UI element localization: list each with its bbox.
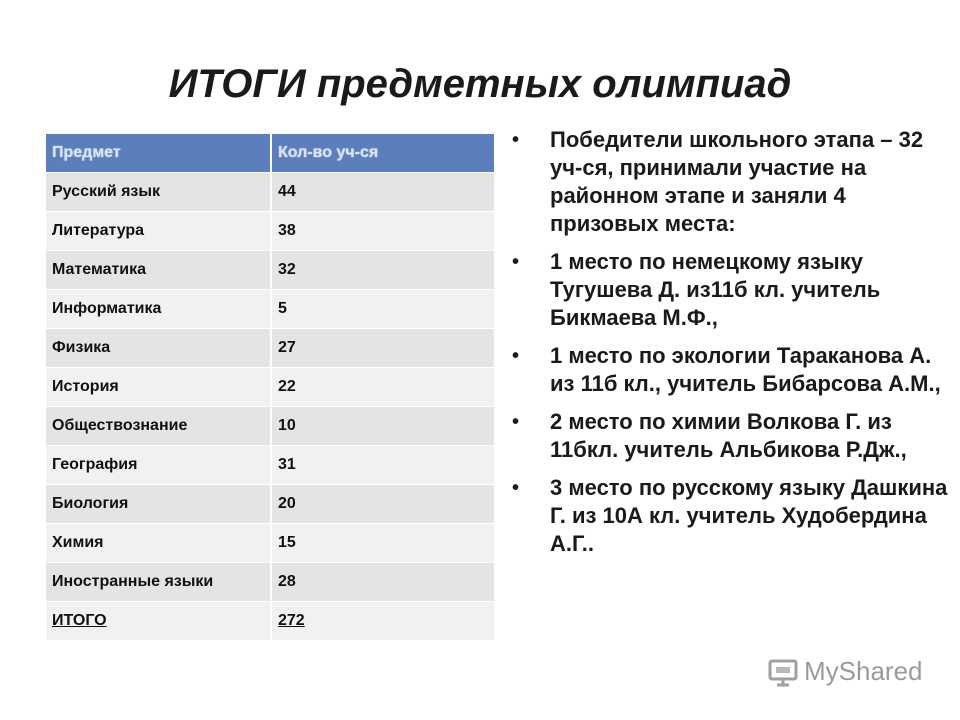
watermark-text: MyShared <box>804 656 923 686</box>
table-row <box>46 407 494 446</box>
subject-cell: Обществознание <box>46 407 271 446</box>
table-row <box>46 524 494 563</box>
myshared-watermark <box>768 656 923 687</box>
count-cell: 28 <box>271 563 494 602</box>
column-header-count: Кол-во уч-ся <box>271 134 494 173</box>
count-cell: 22 <box>271 368 494 407</box>
count-cell: 31 <box>271 446 494 485</box>
table-row <box>46 212 494 251</box>
table-header-row <box>46 134 494 173</box>
count-cell: 5 <box>271 290 494 329</box>
subject-cell: Химия <box>46 524 271 563</box>
subject-cell: Математика <box>46 251 271 290</box>
subject-cell: Физика <box>46 329 271 368</box>
results-bullet-list <box>510 126 950 568</box>
subject-cell: Литература <box>46 212 271 251</box>
bullet-icon: • <box>512 411 520 433</box>
count-cell: 20 <box>271 485 494 524</box>
table-row <box>46 446 494 485</box>
subject-cell: Русский язык <box>46 173 271 212</box>
bullet-text: 1 место по немецкому языку Тугушева Д. из11б кл. учитель Бикмаева М.Ф., <box>550 249 881 330</box>
bullet-text: 2 место по химии Волкова Г. из 11бкл. учитель Альбикова Р.Дж., <box>550 409 907 462</box>
subject-cell: Иностранные языки <box>46 563 271 602</box>
list-item <box>510 126 950 238</box>
subject-cell: История <box>46 368 271 407</box>
table-row <box>46 485 494 524</box>
bullet-text: Победители школьного этапа – 32 уч-ся, принимали участие на районном этапе и заняли 4 призовых места: <box>550 127 924 236</box>
subject-cell: География <box>46 446 271 485</box>
count-cell: 32 <box>271 251 494 290</box>
list-item <box>510 408 950 464</box>
table-row <box>46 329 494 368</box>
bullet-icon: • <box>512 129 520 151</box>
list-item <box>510 474 950 558</box>
table-total-row <box>46 602 494 641</box>
count-cell: 10 <box>271 407 494 446</box>
presentation-screen-icon <box>768 657 798 687</box>
table-row <box>46 563 494 602</box>
count-cell: 27 <box>271 329 494 368</box>
count-cell: 38 <box>271 212 494 251</box>
table-row <box>46 251 494 290</box>
bullet-text: 3 место по русскому языку Дашкина Г. из 10А кл. учитель Худобердина А.Г.. <box>550 475 948 556</box>
count-cell: 44 <box>271 173 494 212</box>
total-label-cell: ИТОГО <box>46 602 271 641</box>
list-item <box>510 248 950 332</box>
column-header-subject: Предмет <box>46 134 271 173</box>
table-row <box>46 173 494 212</box>
subject-cell: Биология <box>46 485 271 524</box>
table-row <box>46 290 494 329</box>
total-value-cell: 272 <box>271 602 494 641</box>
table-row <box>46 368 494 407</box>
count-cell: 15 <box>271 524 494 563</box>
olympiad-table <box>46 134 494 641</box>
subject-cell: Информатика <box>46 290 271 329</box>
bullet-icon: • <box>512 345 520 367</box>
bullet-icon: • <box>512 251 520 273</box>
list-item <box>510 342 950 398</box>
bullet-text: 1 место по экологии Тараканова А. из 11б кл., учитель Бибарсова А.М., <box>550 343 941 396</box>
page-title: ИТОГИ предметных олимпиад <box>168 62 792 106</box>
bullet-icon: • <box>512 477 520 499</box>
